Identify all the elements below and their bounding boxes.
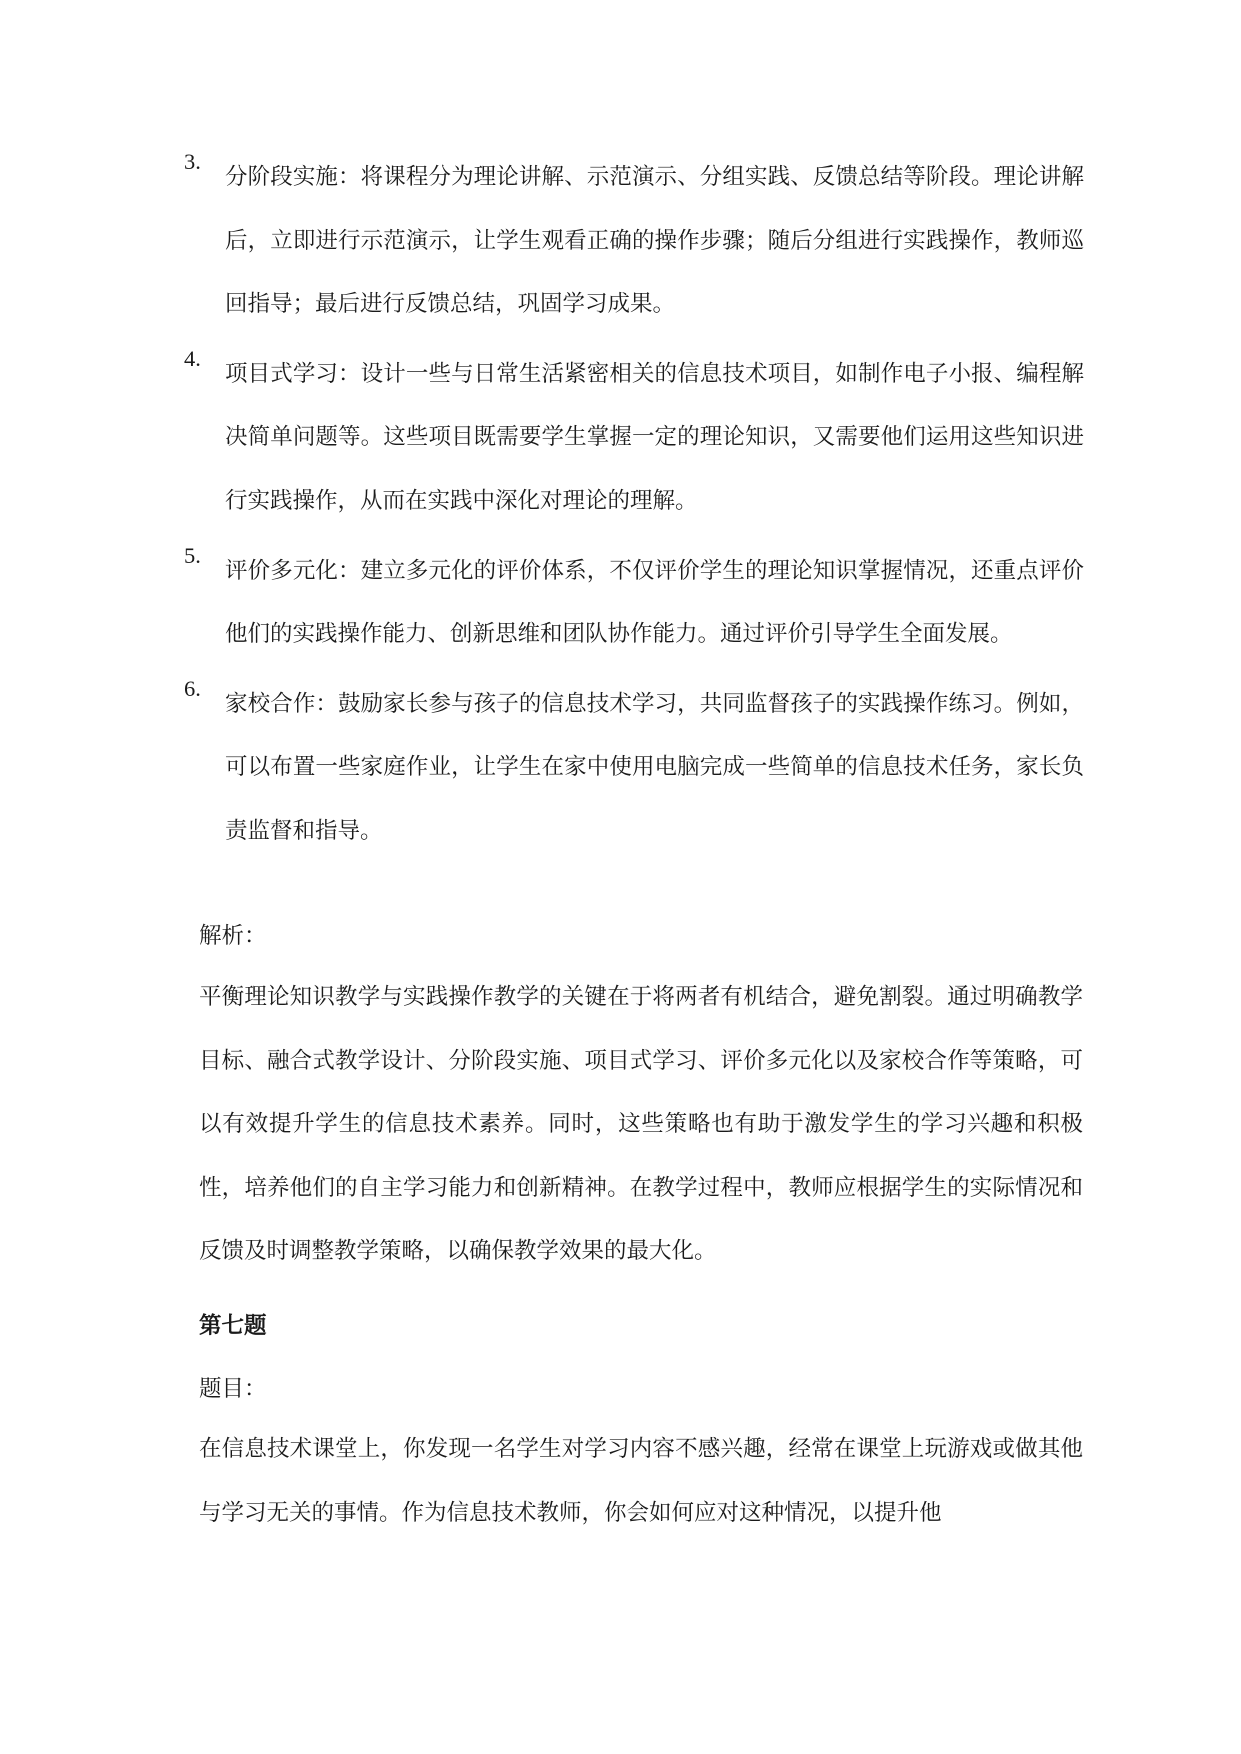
question-label: 题目： [199, 1376, 267, 1402]
list-item-number: 6. [184, 675, 201, 701]
analysis-label: 解析： [199, 923, 267, 949]
list-item-text: 项目式学习：设计一些与日常生活紧密相关的信息技术项目，如制作电子小报、编程解决简单问题等。这些项目既需要学生掌握一定的理论知识，又需要他们运用这些知识进行实践操作，从而在实践中深化对理论的理解。 [225, 360, 1084, 514]
list-item-text: 分阶段实施：将课程分为理论讲解、示范演示、分组实践、反馈总结等阶段。理论讲解后，立即进行示范演示，让学生观看正确的操作步骤；随后分组进行实践操作，教师巡回指导；最后进行反馈总结，巩固学习成果。 [225, 164, 1084, 318]
list-item [184, 524, 1084, 667]
list-item [184, 130, 1084, 337]
list-item-number: 3. [184, 149, 201, 174]
list-item-text: 家校合作：鼓励家长参与孩子的信息技术学习，共同监督孩子的实践操作练习。例如，可以布置一些家庭作业，让学生在家中使用电脑完成一些简单的信息技术任务，家长负责监督和指导。 [225, 690, 1084, 844]
list-item-number: 4. [184, 345, 201, 371]
analysis-paragraph: 平衡理论知识教学与实践操作教学的关键在于将两者有机结合，避免割裂。通过明确教学目标、融合式教学设计、分阶段实施、项目式学习、评价多元化以及家校合作等策略，可以有效提升学生的信息技术素养。同时，这些策略也有助于激发学生的学习兴趣和积极性，培养他们的自主学习能力和创新精神。在教学过程中，教师应根据学生的实际情况和反馈及时调整教学策略，以确保教学效果的最大化。 [199, 984, 1083, 1265]
question-paragraph: 在信息技术课堂上，你发现一名学生对学习内容不感兴趣，经常在课堂上玩游戏或做其他与学习无关的事情。作为信息技术教师，你会如何应对这种情况，以提升他 [199, 1436, 1083, 1526]
list-item-text: 评价多元化：建立多元化的评价体系，不仅评价学生的理论知识掌握情况，还重点评价他们的实践操作能力、创新思维和团队协作能力。通过评价引导学生全面发展。 [225, 557, 1084, 648]
strategy-list [184, 146, 1084, 870]
question-heading: 第七题 [199, 1313, 267, 1339]
list-item [184, 657, 1084, 864]
list-item-number: 5. [184, 542, 201, 568]
list-item [184, 327, 1084, 534]
